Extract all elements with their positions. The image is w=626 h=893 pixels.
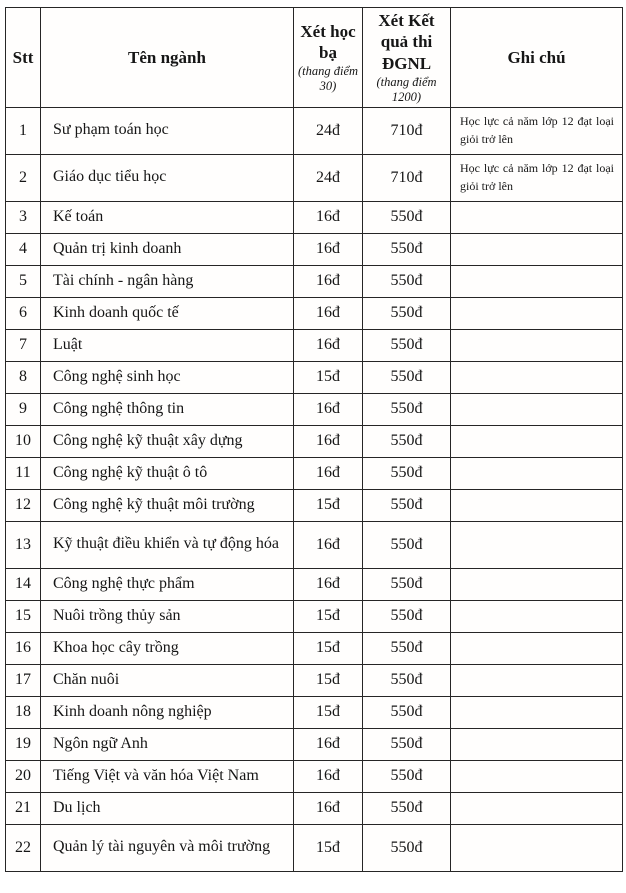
cell-stt: 12 (6, 489, 41, 521)
col-header-xet-dgnl (363, 8, 451, 108)
cell-xet-hoc-ba: 15đ (294, 664, 363, 696)
cell-stt: 11 (6, 457, 41, 489)
table-row (6, 760, 623, 792)
cell-xet-hoc-ba: 15đ (294, 696, 363, 728)
cell-ghi-chu: Học lực cả năm lớp 12 đạt loại giỏi trở lên (451, 107, 623, 154)
table-row (6, 233, 623, 265)
cell-ghi-chu (451, 521, 623, 568)
col-header-xet-hoc-ba-sub: (thang điểm 30) (297, 64, 359, 94)
table-row (6, 728, 623, 760)
cell-ten-nganh: Chăn nuôi (41, 664, 294, 696)
table-row (6, 792, 623, 824)
cell-ten-nganh: Ngôn ngữ Anh (41, 728, 294, 760)
table-row (6, 664, 623, 696)
cell-ghi-chu (451, 600, 623, 632)
cell-xet-hoc-ba: 16đ (294, 201, 363, 233)
cell-ten-nganh: Công nghệ sinh học (41, 361, 294, 393)
header-row (6, 8, 623, 108)
cell-xet-dgnl: 550đ (363, 265, 451, 297)
cell-ghi-chu (451, 361, 623, 393)
cell-ten-nganh: Công nghệ kỹ thuật môi trường (41, 489, 294, 521)
cell-xet-dgnl: 550đ (363, 201, 451, 233)
cell-ghi-chu (451, 457, 623, 489)
cell-ghi-chu (451, 664, 623, 696)
cell-stt: 7 (6, 329, 41, 361)
cell-ghi-chu (451, 297, 623, 329)
cell-xet-dgnl: 550đ (363, 489, 451, 521)
cell-stt: 5 (6, 265, 41, 297)
cell-stt: 6 (6, 297, 41, 329)
cell-ghi-chu (451, 760, 623, 792)
cell-xet-hoc-ba: 15đ (294, 489, 363, 521)
cell-xet-hoc-ba: 16đ (294, 265, 363, 297)
cell-stt: 22 (6, 824, 41, 871)
cell-ten-nganh: Khoa học cây trồng (41, 632, 294, 664)
cell-stt: 2 (6, 154, 41, 201)
cell-ten-nganh: Kỹ thuật điều khiển và tự động hóa (41, 521, 294, 568)
cell-xet-hoc-ba: 16đ (294, 760, 363, 792)
cell-xet-hoc-ba: 16đ (294, 393, 363, 425)
cell-xet-dgnl: 550đ (363, 393, 451, 425)
cell-ghi-chu (451, 233, 623, 265)
cell-xet-hoc-ba: 16đ (294, 457, 363, 489)
cell-xet-dgnl: 550đ (363, 824, 451, 871)
cell-ghi-chu (451, 632, 623, 664)
cell-stt: 14 (6, 568, 41, 600)
cell-ghi-chu (451, 568, 623, 600)
cell-xet-hoc-ba: 24đ (294, 107, 363, 154)
cell-stt: 20 (6, 760, 41, 792)
col-header-xet-dgnl-main: Xét Kết quả thi ĐGNL (378, 11, 435, 73)
table-row (6, 457, 623, 489)
table-row (6, 696, 623, 728)
cell-stt: 21 (6, 792, 41, 824)
col-header-stt: Stt (6, 8, 41, 108)
cell-xet-hoc-ba: 15đ (294, 361, 363, 393)
cell-ten-nganh: Kinh doanh nông nghiệp (41, 696, 294, 728)
table-row (6, 329, 623, 361)
cell-ten-nganh: Giáo dục tiểu học (41, 154, 294, 201)
cell-stt: 10 (6, 425, 41, 457)
cell-stt: 15 (6, 600, 41, 632)
cell-xet-hoc-ba: 16đ (294, 329, 363, 361)
cell-ten-nganh: Nuôi trồng thủy sản (41, 600, 294, 632)
cell-ten-nganh: Tiếng Việt và văn hóa Việt Nam (41, 760, 294, 792)
table-row (6, 107, 623, 154)
cell-xet-dgnl: 550đ (363, 632, 451, 664)
table-row (6, 201, 623, 233)
cell-xet-dgnl: 550đ (363, 600, 451, 632)
table-row (6, 632, 623, 664)
cell-xet-hoc-ba: 16đ (294, 792, 363, 824)
cell-xet-dgnl: 550đ (363, 457, 451, 489)
cell-ghi-chu (451, 201, 623, 233)
cell-ten-nganh: Kinh doanh quốc tế (41, 297, 294, 329)
cell-stt: 19 (6, 728, 41, 760)
cell-ten-nganh: Quản trị kinh doanh (41, 233, 294, 265)
cell-xet-dgnl: 710đ (363, 107, 451, 154)
cell-xet-hoc-ba: 16đ (294, 233, 363, 265)
cell-xet-hoc-ba: 24đ (294, 154, 363, 201)
col-header-xet-dgnl-sub: (thang điểm 1200) (376, 74, 437, 104)
cell-stt: 1 (6, 107, 41, 154)
cell-xet-dgnl: 550đ (363, 329, 451, 361)
table-row (6, 265, 623, 297)
cell-xet-hoc-ba: 16đ (294, 568, 363, 600)
cell-xet-dgnl: 550đ (363, 728, 451, 760)
cell-stt: 16 (6, 632, 41, 664)
table-row (6, 154, 623, 201)
cell-xet-hoc-ba: 16đ (294, 728, 363, 760)
table-row (6, 489, 623, 521)
cell-xet-dgnl: 550đ (363, 233, 451, 265)
cell-xet-dgnl: 550đ (363, 297, 451, 329)
table-row (6, 425, 623, 457)
table-row (6, 568, 623, 600)
cell-ten-nganh: Quản lý tài nguyên và môi trường (41, 824, 294, 871)
table-row (6, 297, 623, 329)
table-row (6, 600, 623, 632)
cell-xet-dgnl: 550đ (363, 792, 451, 824)
cell-xet-hoc-ba: 16đ (294, 297, 363, 329)
cell-ghi-chu (451, 728, 623, 760)
table-row (6, 824, 623, 871)
cell-xet-dgnl: 550đ (363, 425, 451, 457)
cell-ten-nganh: Du lịch (41, 792, 294, 824)
cell-ghi-chu (451, 265, 623, 297)
cell-ghi-chu (451, 393, 623, 425)
cell-ghi-chu (451, 792, 623, 824)
cell-xet-dgnl: 550đ (363, 361, 451, 393)
cell-xet-dgnl: 710đ (363, 154, 451, 201)
cell-stt: 18 (6, 696, 41, 728)
cell-stt: 8 (6, 361, 41, 393)
cell-xet-dgnl: 550đ (363, 521, 451, 568)
cell-ghi-chu (451, 329, 623, 361)
cell-xet-dgnl: 550đ (363, 696, 451, 728)
cell-ten-nganh: Luật (41, 329, 294, 361)
cell-xet-hoc-ba: 15đ (294, 632, 363, 664)
cell-xet-dgnl: 550đ (363, 568, 451, 600)
cell-xet-dgnl: 550đ (363, 664, 451, 696)
cell-ten-nganh: Công nghệ kỹ thuật xây dựng (41, 425, 294, 457)
col-header-xet-hoc-ba-main: Xét học bạ (300, 21, 356, 62)
col-header-ghi-chu: Ghi chú (451, 8, 623, 108)
cell-stt: 9 (6, 393, 41, 425)
cell-ghi-chu: Học lực cả năm lớp 12 đạt loại giỏi trở lên (451, 154, 623, 201)
cell-ghi-chu (451, 696, 623, 728)
table-row (6, 521, 623, 568)
admission-score-table (5, 7, 623, 872)
cell-stt: 17 (6, 664, 41, 696)
cell-ten-nganh: Kế toán (41, 201, 294, 233)
cell-ghi-chu (451, 489, 623, 521)
cell-xet-hoc-ba: 16đ (294, 425, 363, 457)
cell-stt: 3 (6, 201, 41, 233)
cell-ghi-chu (451, 824, 623, 871)
col-header-ten-nganh: Tên ngành (41, 8, 294, 108)
col-header-xet-hoc-ba (294, 8, 363, 108)
cell-ten-nganh: Công nghệ thông tin (41, 393, 294, 425)
cell-xet-dgnl: 550đ (363, 760, 451, 792)
cell-stt: 4 (6, 233, 41, 265)
cell-xet-hoc-ba: 15đ (294, 824, 363, 871)
table-row (6, 393, 623, 425)
cell-xet-hoc-ba: 15đ (294, 600, 363, 632)
cell-ghi-chu (451, 425, 623, 457)
cell-ten-nganh: Sư phạm toán học (41, 107, 294, 154)
cell-xet-hoc-ba: 16đ (294, 521, 363, 568)
cell-ten-nganh: Tài chính - ngân hàng (41, 265, 294, 297)
table-row (6, 361, 623, 393)
cell-ten-nganh: Công nghệ kỹ thuật ô tô (41, 457, 294, 489)
cell-stt: 13 (6, 521, 41, 568)
cell-ten-nganh: Công nghệ thực phẩm (41, 568, 294, 600)
